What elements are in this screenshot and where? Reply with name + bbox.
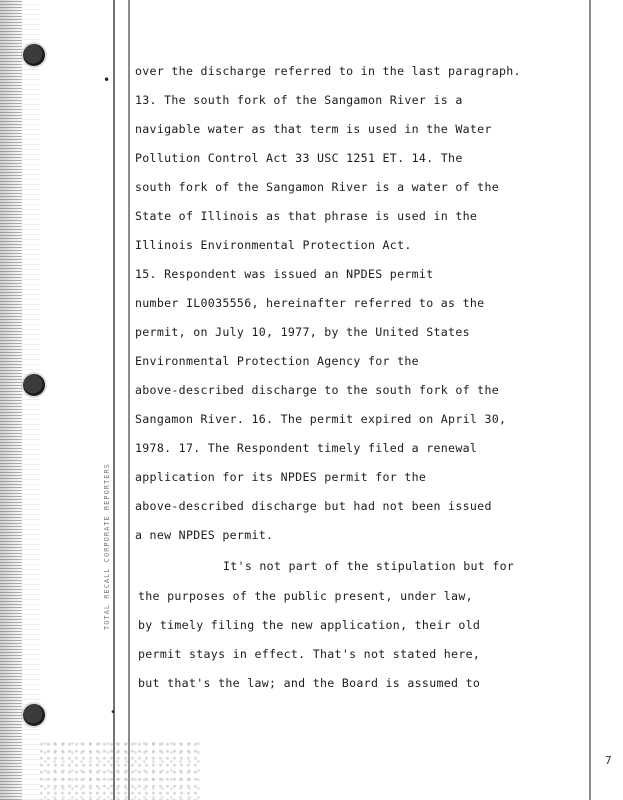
transcript-line: permit, on July 10, 1977, by the United States bbox=[135, 325, 470, 339]
transcript-line: above-described discharge but had not been issued bbox=[135, 499, 492, 513]
transcript-line: by timely filing the new application, their old bbox=[138, 618, 481, 632]
transcript-line: 13. The south fork of the Sangamon River is a bbox=[135, 93, 463, 107]
scan-edge-shadow bbox=[0, 0, 22, 800]
bottom-left-mark: • bbox=[110, 707, 117, 718]
transcript-line: but that's the law; and the Board is assumed to bbox=[138, 676, 481, 690]
transcript-line: navigable water as that term is used in the Water bbox=[135, 122, 492, 136]
transcript-line: It's not part of the stipulation but for bbox=[223, 559, 515, 573]
margin-bullet-mark: • bbox=[103, 73, 111, 87]
scan-edge-texture bbox=[22, 0, 40, 800]
transcript-line: over the discharge referred to in the last paragraph. bbox=[135, 64, 521, 78]
transcript-line: Pollution Control Act 33 USC 1251 ET. 14. The bbox=[135, 151, 463, 165]
transcript-line: the purposes of the public present, under law, bbox=[138, 589, 473, 603]
transcript-line: State of Illinois as that phrase is used in the bbox=[135, 209, 478, 223]
right-margin-rule bbox=[589, 0, 591, 800]
transcript-line: south fork of the Sangamon River is a water of the bbox=[135, 180, 500, 194]
transcript-line: 1978. 17. The Respondent timely filed a renewal bbox=[135, 441, 478, 455]
bottom-right-mark: 7 bbox=[605, 754, 612, 767]
transcript-line: application for its NPDES permit for the bbox=[135, 470, 427, 484]
left-margin-rule-inner bbox=[128, 0, 130, 800]
scan-noise-bottom-left bbox=[40, 740, 200, 800]
transcript-line: a new NPDES permit. bbox=[135, 528, 274, 542]
transcript-line: number IL0035556, hereinafter referred to as the bbox=[135, 296, 485, 310]
transcript-line: above-described discharge to the south fork of the bbox=[135, 383, 500, 397]
transcript-line: Illinois Environmental Protection Act. bbox=[135, 238, 412, 252]
punch-hole-top bbox=[23, 44, 45, 66]
transcript-line: Environmental Protection Agency for the bbox=[135, 354, 419, 368]
transcript-line: Sangamon River. 16. The permit expired on April 30, bbox=[135, 412, 507, 426]
transcript-line: permit stays in effect. That's not stated here, bbox=[138, 647, 481, 661]
punch-hole-middle bbox=[23, 374, 45, 396]
margin-vertical-print: TOTAL RECALL CORPORATE REPORTERS bbox=[103, 463, 111, 630]
punch-hole-bottom bbox=[23, 704, 45, 726]
transcript-line: 15. Respondent was issued an NPDES permit bbox=[135, 267, 434, 281]
